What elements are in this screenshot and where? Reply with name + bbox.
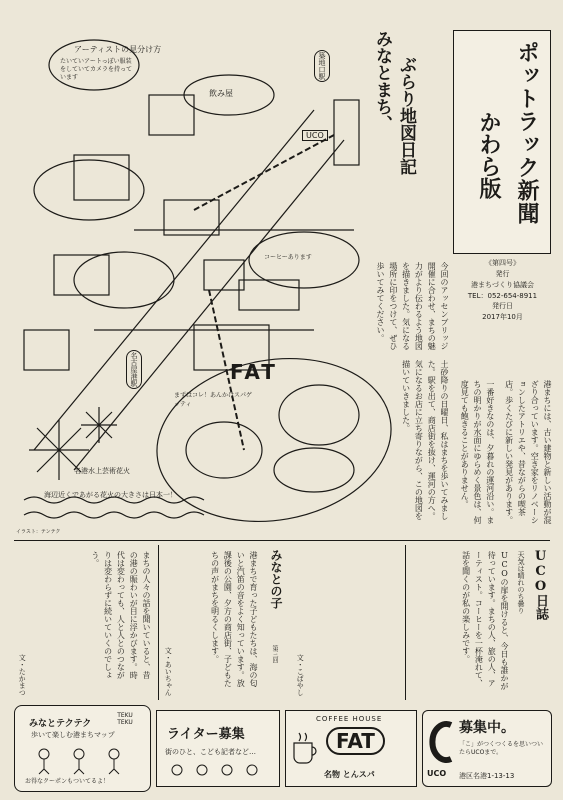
ad-recruit — [422, 710, 552, 787]
uco-author: 文・こばやし — [296, 654, 305, 696]
uco-address: 港区名港1-13-13 — [459, 772, 515, 780]
masthead-title-2: かわら版 — [476, 111, 501, 199]
artist-note: たいていアートっぽい服装をしていてカメラを持っています — [60, 58, 133, 81]
uco-logo: UCO — [427, 769, 447, 778]
fat-logo: FAT — [326, 727, 385, 755]
feature-body-3: 一番好きなのは、夕暮れの運河沿い。まちの明かりが水面にゆらめく景色は、何度見ても飽きることがありません。 — [460, 380, 495, 524]
recruit-sub: 「こ」がつくつくるを思いついたらUCOまで。 — [459, 741, 544, 757]
column-divider — [158, 545, 159, 700]
coffee-cup-icon — [290, 729, 320, 769]
ad-teku — [14, 705, 151, 792]
sign-nomi: 飲み屋 — [209, 89, 233, 98]
teku-badge: TEKU TEKU — [117, 712, 133, 726]
illustrated-map — [14, 30, 366, 525]
sign-coffee: コーヒーあります — [264, 254, 312, 261]
writer-title: ライター募集 — [167, 727, 245, 742]
feature-body-lower — [378, 380, 553, 530]
issue-date: 2017年10月 — [482, 313, 523, 322]
publisher-label: 発行 — [495, 269, 510, 278]
minato-column — [160, 545, 285, 700]
publisher-tel: TEL：052-654-8911 — [467, 291, 538, 300]
map-drawing — [14, 30, 366, 525]
minato-author: 文・あいちゃん — [164, 647, 173, 696]
feature-lead-text: 今回のアッセンブリッジ開催に合わせ、まちの魅力がより伝わるよう地図を描きました。気になる場所に印をつけて、ぜひ歩いてみてください。 — [376, 262, 449, 350]
feature-headline-1: みなとまち、 — [372, 30, 392, 132]
reporters-icon — [167, 763, 267, 783]
minato-body: 港まちで育った子どもたちは、海の匂いと汽笛の音をよく知っています。放課後の公園、夕方の商店街、子どもたちの声がまちを明るくします。 — [210, 551, 258, 687]
minato-number: 第三回 — [271, 645, 278, 663]
station-top: 築地口駅 — [314, 50, 330, 82]
feature-lead — [378, 262, 450, 352]
uco-sub: 天気は晴れのち曇り — [517, 551, 525, 614]
minato-title: みなとの子 — [269, 549, 283, 609]
map-bottom-note: 海辺近くであがる花火の大きさは日本一！ — [44, 491, 177, 499]
uco-column-continued — [290, 545, 405, 700]
sign-uco: UCO — [302, 130, 328, 141]
feature-body-2: 港まちには、古い建物と新しい活動が混ざり合っています。空き家をリノベーションしたアトリエや、昔ながらの喫茶店。歩くたびに新しい発見があります。 — [504, 380, 552, 524]
fireworks-label: 名港水上芸術花火 — [74, 467, 130, 475]
coffee-house-label: COFFEE HOUSE — [316, 715, 383, 723]
uco-title: UCO日誌 — [533, 549, 548, 620]
teku-note: お得なクーポンもついてるよ！ — [25, 778, 110, 785]
section-divider — [14, 540, 550, 541]
left-column — [14, 545, 156, 700]
column-divider — [405, 545, 406, 700]
writer-sub: 街のひと、こども記者など… — [165, 748, 256, 756]
uco-body: UCOの扉を開けると、今日も誰かが待っています。まちの人、旅の人、アーティスト。コーヒーを一杯淹れて、話を聞くのが私の楽しみです。 — [461, 551, 509, 690]
teku-sub: 歩いて楽しむ港まちマップ — [31, 731, 115, 739]
feature-body-1: 土砂降りの日曜日、私はまちを歩いてみました。駅を出て、商店街を抜け、運河の方へ。気になるお店に立ち寄りながら、この地図を描いていきました。 — [401, 360, 449, 520]
teku-title: みなとテクテク — [29, 719, 92, 729]
ad-fat — [285, 710, 417, 787]
uco-c-logo-icon — [427, 717, 457, 767]
date-label: 発行日 — [492, 302, 513, 311]
artist-label: アーティストの見分け方 — [74, 45, 162, 54]
station-mid: 名古屋港駅 — [126, 350, 142, 389]
left-column-body: まちの人々の話を聞いていると、昔の港の賑わいが目に浮かびます。時代は変わっても、人と人とのつながりは変わらずに続いていくのでしょう。 — [90, 551, 151, 679]
illustration-credit: イラスト：テンテク — [16, 529, 61, 535]
publisher: 港まちづくり協議会 — [471, 280, 534, 289]
fat-note: まずはコレ！あんかけスパゲッティ — [174, 392, 253, 408]
walking-people-icon — [29, 746, 139, 776]
feature-headline-2: ぶらり地図日記 — [396, 56, 416, 175]
recruit-title: 募集中。 — [459, 720, 515, 736]
fat-sign: FAT — [230, 360, 278, 384]
masthead-title-1: ポットラック新聞 — [514, 41, 539, 225]
masthead-info — [455, 258, 550, 323]
ad-writer — [156, 710, 280, 787]
masthead — [453, 30, 551, 254]
issue-number: 《第四号》 — [485, 259, 520, 267]
fat-menu: 名物 とんスパ — [324, 770, 375, 779]
uco-column — [410, 545, 550, 700]
left-column-author: 文・たかまつ — [18, 654, 27, 696]
